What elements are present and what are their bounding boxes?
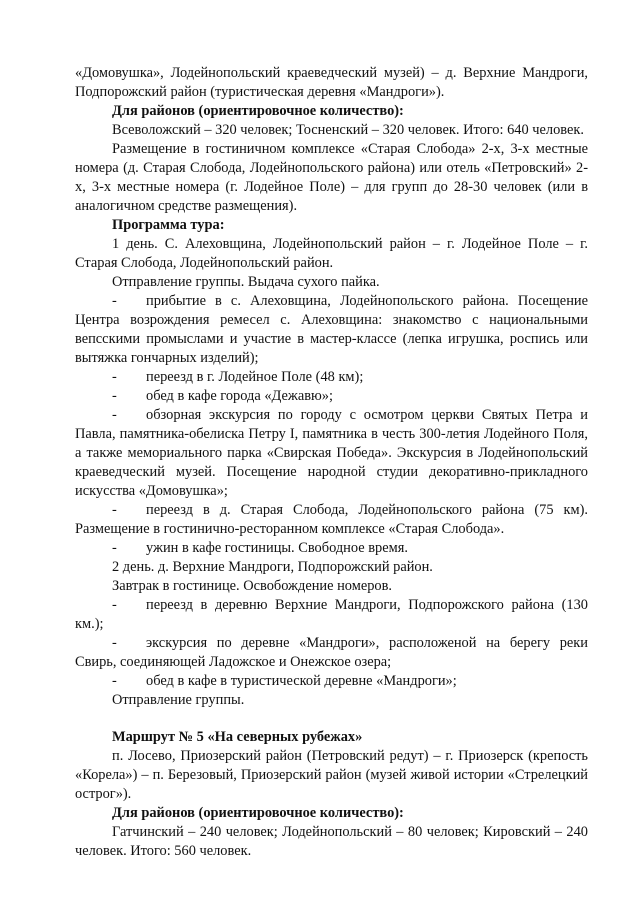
list-bullet: - bbox=[112, 597, 117, 613]
list-item-text: экскурсия по деревне «Мандроги», расположеной на берегу реки Свирь, соединяющей Ладожское и Онежское озера; bbox=[75, 635, 588, 670]
heading-route-5: Маршрут № 5 «На северных рубежах» bbox=[112, 729, 363, 745]
list-item bbox=[75, 387, 588, 406]
list-item bbox=[75, 292, 588, 368]
heading-districts: Для районов (ориентировочное количество): bbox=[112, 103, 404, 119]
list-item-text: ужин в кафе гостиницы. Свободное время. bbox=[146, 540, 408, 556]
paragraph-districts-2: Гатчинский – 240 человек; Лодейнопольский – 80 человек; Кировский – 240 человек. Итого: 560 человек. bbox=[75, 824, 588, 859]
paragraph-districts: Всеволожский – 320 человек; Тосненский – 320 человек. Итого: 640 человек. bbox=[112, 122, 584, 138]
list-item bbox=[75, 596, 588, 634]
list-item-text: обзорная экскурсия по городу с осмотром церкви Святых Петра и Павла, памятника-обелиска Петру I, памятника в честь 300-летия Лодейного Поля, а также мемориального парка «Свирская Победа». Экскурсия в Лодейнопольский краеведческий музей. Посещение народной студии декоративно-прикладного искусства «Домовушка»; bbox=[75, 407, 588, 499]
list-bullet: - bbox=[112, 502, 117, 518]
list-item bbox=[75, 501, 588, 539]
list-item bbox=[75, 406, 588, 501]
heading-program: Программа тура: bbox=[112, 217, 225, 233]
list-item bbox=[75, 634, 588, 672]
paragraph-day1: 1 день. С. Алеховщина, Лодейнопольский район – г. Лодейное Поле – г. Старая Слобода, Лодейнопольский район. bbox=[75, 236, 588, 271]
heading-districts-2: Для районов (ориентировочное количество): bbox=[112, 805, 404, 821]
list-bullet: - bbox=[112, 407, 117, 423]
document-page bbox=[75, 64, 588, 861]
list-item bbox=[75, 672, 588, 691]
list-bullet: - bbox=[112, 635, 117, 651]
list-bullet: - bbox=[112, 293, 117, 309]
list-item-text: переезд в деревню Верхние Мандроги, Подпорожского района (130 км.); bbox=[75, 597, 588, 632]
list-item-text: обед в кафе в туристической деревне «Мандроги»; bbox=[146, 673, 457, 689]
list-item-text: прибытие в с. Алеховщина, Лодейнопольского района. Посещение Центра возрождения ремесел с. Алеховщина: знакомство с национальными вепсскими промыслами и участие в мастер-классе (лепка игрушка, роспись или вытяжка гончарных изделий); bbox=[75, 293, 588, 366]
list-item-text: обед в кафе города «Дежавю»; bbox=[146, 388, 333, 404]
paragraph-route-5: п. Лосево, Приозерский район (Петровский редут) – г. Приозерск (крепость «Корела») – п. Березовый, Приозерский район (музей живой истории «Стрелецкий острог»). bbox=[75, 748, 588, 802]
section-spacer bbox=[75, 710, 588, 728]
paragraph-day2: 2 день. д. Верхние Мандроги, Подпорожский район. bbox=[112, 559, 433, 575]
list-item bbox=[75, 539, 588, 558]
paragraph-departure-final: Отправление группы. bbox=[112, 692, 245, 708]
paragraph-lodging: Размещение в гостиничном комплексе «Старая Слобода» 2-х, 3-х местные номера (д. Старая Слобода, Лодейнопольского района) или отель «Петровский» 2-х, 3-х местные номера (г. Лодейное Поле) – для групп до 28-30 человек (или в аналогичном средстве размещения). bbox=[75, 141, 588, 214]
list-bullet: - bbox=[112, 369, 117, 385]
list-bullet: - bbox=[112, 540, 117, 556]
list-item bbox=[75, 368, 588, 387]
paragraph-departure: Отправление группы. Выдача сухого пайка. bbox=[112, 274, 380, 290]
list-item-text: переезд в д. Старая Слобода, Лодейнопольского района (75 км). Размещение в гостинично-ресторанном комплексе «Старая Слобода». bbox=[75, 502, 588, 537]
list-bullet: - bbox=[112, 673, 117, 689]
paragraph-breakfast: Завтрак в гостинице. Освобождение номеров. bbox=[112, 578, 392, 594]
paragraph-intro: «Домовушка», Лодейнопольский краеведческий музей) – д. Верхние Мандроги, Подпорожский район (туристическая деревня «Мандроги»). bbox=[75, 65, 588, 100]
list-item-text: переезд в г. Лодейное Поле (48 км); bbox=[146, 369, 364, 385]
list-bullet: - bbox=[112, 388, 117, 404]
